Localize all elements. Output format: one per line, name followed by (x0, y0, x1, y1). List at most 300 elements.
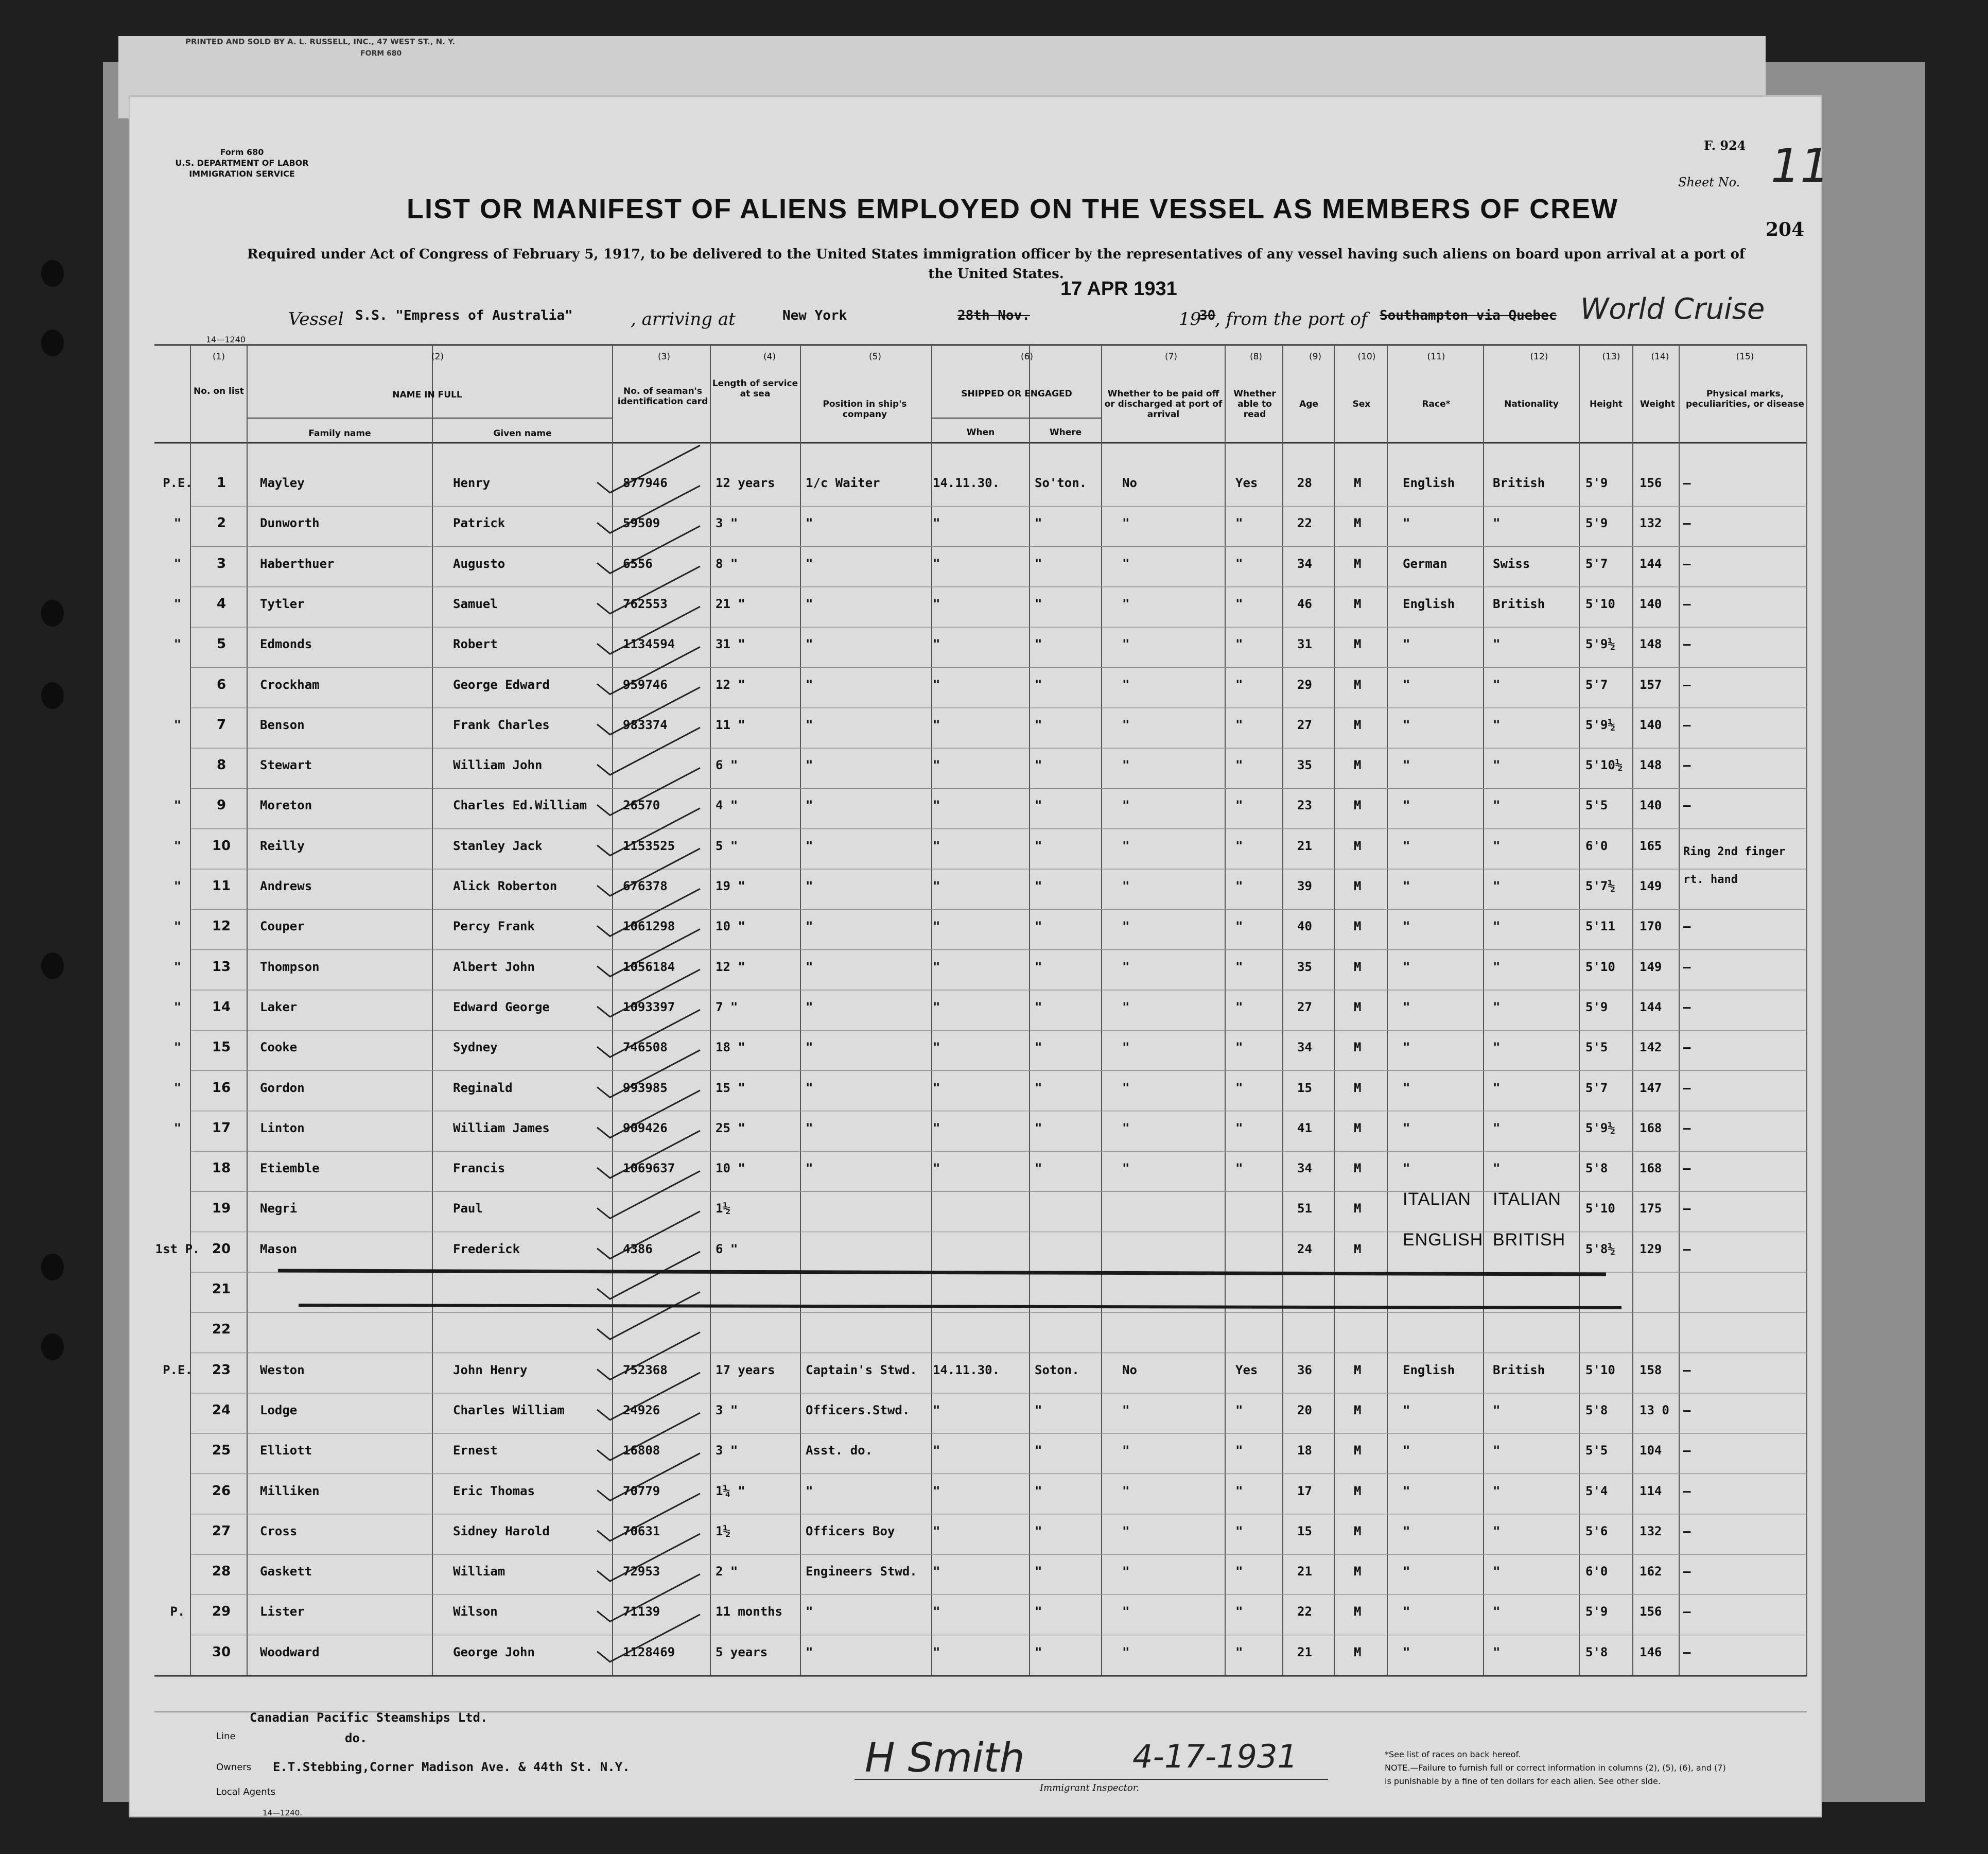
height: 5'9 (1585, 999, 1608, 1014)
family-name: Weston (260, 1362, 305, 1377)
col-header-no: No. on list (194, 386, 244, 396)
sex: M (1354, 1201, 1362, 1216)
race: ITALIAN (1403, 1189, 1471, 1209)
service: IMMIGRATION SERVICE (189, 169, 295, 179)
ship-position: Asst. do. (806, 1443, 873, 1458)
cancel-line-22 (299, 1305, 1621, 1308)
able-to-read: " (1235, 1483, 1243, 1498)
column-number: (15) (1736, 352, 1754, 362)
id-card-number: 909426 (623, 1120, 668, 1135)
row-number: 3 (216, 556, 226, 571)
age: 35 (1297, 758, 1312, 773)
paid-off: " (1122, 1523, 1130, 1538)
ship-position: " (806, 758, 813, 773)
service-length: 6 " (716, 1241, 738, 1256)
given-name: William James (453, 1120, 550, 1135)
row-number: 28 (212, 1564, 231, 1580)
weight: 162 (1640, 1564, 1662, 1579)
id-card-number: 72953 (623, 1564, 660, 1579)
weight: 114 (1640, 1483, 1662, 1498)
weight: 170 (1640, 919, 1662, 934)
weight: 132 (1640, 1523, 1662, 1538)
ship-position: " (806, 879, 813, 893)
given-name: Albert John (453, 959, 535, 974)
row-prefix: " (173, 919, 182, 934)
col-header-shipped: SHIPPED OR ENGAGED (961, 389, 1072, 399)
physical-marks: — (1683, 516, 1691, 531)
sex: M (1354, 999, 1362, 1014)
inspector-signature: H Smith (865, 1735, 1025, 1781)
weight: 132 (1640, 516, 1662, 531)
service-length: 11 " (716, 717, 745, 732)
race: " (1403, 758, 1410, 773)
engaged-where: " (1035, 999, 1042, 1014)
height: 5'8 (1585, 1644, 1608, 1659)
given-name: Paul (453, 1201, 483, 1216)
given-name: William (453, 1564, 505, 1579)
service-length: 1¼ " (716, 1483, 745, 1498)
column-number: (12) (1530, 352, 1548, 362)
nationality: " (1493, 516, 1501, 531)
id-card-number: 1134594 (623, 637, 675, 652)
age: 27 (1297, 717, 1312, 732)
service-length: 6 " (716, 758, 738, 773)
nationality: British (1493, 476, 1545, 490)
row-number: 22 (212, 1322, 231, 1338)
weight: 175 (1640, 1201, 1662, 1216)
able-to-read: " (1235, 717, 1243, 732)
id-card-number: 993985 (623, 1080, 668, 1095)
family-name: Dunworth (260, 516, 320, 531)
height: 5'10 (1585, 1362, 1615, 1377)
height: 5'9 (1585, 476, 1608, 490)
race: " (1403, 959, 1410, 974)
engaged-when: " (933, 1120, 940, 1135)
engaged-where: " (1035, 1402, 1042, 1417)
id-card-number: 959746 (623, 677, 668, 692)
received-stamp: 17 APR 1931 (1060, 278, 1177, 300)
height: 5'10½ (1585, 758, 1623, 773)
height: 5'10 (1585, 959, 1615, 974)
given-name: Robert (453, 637, 498, 652)
paid-off: " (1122, 758, 1130, 773)
sex: M (1354, 919, 1362, 934)
able-to-read: " (1235, 516, 1243, 531)
able-to-read: " (1235, 798, 1243, 813)
height: 5'9 (1585, 516, 1608, 531)
sex: M (1354, 516, 1362, 531)
physical-marks: — (1683, 1201, 1691, 1216)
family-name: Cross (260, 1523, 298, 1538)
printer-line: PRINTED AND SOLD BY A. L. RUSSELL, INC., 47 WEST ST., N. Y. (185, 37, 456, 46)
paid-off: " (1122, 919, 1130, 934)
race: " (1403, 1523, 1410, 1538)
age: 28 (1297, 476, 1312, 490)
age: 31 (1297, 637, 1312, 652)
physical-marks: — (1683, 717, 1691, 732)
col-header-card: No. of seaman's identification card (617, 386, 708, 407)
owners-value: do. (345, 1731, 368, 1745)
able-to-read: " (1235, 1644, 1243, 1659)
able-to-read: " (1235, 1080, 1243, 1095)
weight: 149 (1640, 959, 1662, 974)
nationality: " (1493, 1644, 1501, 1659)
printer-form: FORM 680 (360, 49, 402, 58)
engaged-when: " (933, 919, 940, 934)
given-name: Frederick (453, 1241, 520, 1256)
family-name: Gaskett (260, 1564, 312, 1579)
race: " (1403, 999, 1410, 1014)
height: 6'0 (1585, 838, 1608, 853)
id-card-number: 983374 (623, 717, 668, 732)
physical-marks: — (1683, 1523, 1691, 1538)
physical-marks: — (1683, 677, 1691, 692)
weight: 148 (1640, 637, 1662, 652)
ship-position: " (806, 677, 813, 692)
engaged-when: 14.11.30. (933, 1362, 1000, 1377)
physical-marks: rt. hand (1683, 873, 1738, 886)
weight: 149 (1640, 879, 1662, 893)
col-header-position: Position in ship's company (823, 399, 907, 420)
service-length: 3 " (716, 1402, 738, 1417)
paid-off: No (1122, 476, 1137, 490)
given-name: Wilson (453, 1604, 498, 1619)
able-to-read: " (1235, 596, 1243, 611)
paid-off: " (1122, 1604, 1130, 1619)
paid-off: " (1122, 516, 1130, 531)
weight: 13 0 (1640, 1402, 1669, 1417)
able-to-read: " (1235, 556, 1243, 571)
height: 5'7 (1585, 677, 1608, 692)
column-number: (4) (763, 352, 776, 362)
age: 22 (1297, 1604, 1312, 1619)
row-number: 25 (212, 1443, 231, 1459)
nationality: BRITISH (1493, 1229, 1566, 1250)
able-to-read: " (1235, 1161, 1243, 1176)
able-to-read: " (1235, 677, 1243, 692)
arrival-port: New York (782, 308, 847, 323)
ship-position: " (806, 1644, 813, 1659)
physical-marks: — (1683, 1483, 1691, 1498)
row-number: 11 (212, 878, 231, 894)
sex: M (1354, 476, 1362, 490)
row-number: 8 (216, 757, 226, 773)
column-number: (1) (212, 352, 225, 362)
engaged-where: " (1035, 677, 1042, 692)
age: 24 (1297, 1241, 1312, 1256)
engaged-when: " (933, 879, 940, 893)
row-prefix: " (173, 1040, 182, 1055)
line-label: Line (216, 1731, 236, 1742)
physical-marks: Ring 2nd finger (1683, 845, 1786, 858)
requirement-text: Required under Act of Congress of February 5, 1917, to be delivered to the United States immigration officer by the representatives of any vessel having such aliens on board upon arrival at a port of the United States. (247, 247, 1745, 282)
family-name: Tytler (260, 596, 305, 611)
service-length: 5 years (716, 1644, 768, 1659)
sex: M (1354, 1644, 1362, 1659)
paid-off: " (1122, 1040, 1130, 1055)
age: 36 (1297, 1362, 1312, 1377)
engaged-when: " (933, 1604, 940, 1619)
service-length: 10 " (716, 919, 745, 934)
given-name: Charles Ed.William (453, 798, 587, 813)
engaged-where: " (1035, 838, 1042, 853)
row-number: 2 (216, 515, 226, 531)
engaged-when: " (933, 677, 940, 692)
age: 15 (1297, 1523, 1312, 1538)
nationality: " (1493, 919, 1501, 934)
paid-off: " (1122, 556, 1130, 571)
service-length: 3 " (716, 516, 738, 531)
form-code-left: 14—1240 (206, 335, 246, 344)
given-name: Charles William (453, 1402, 565, 1417)
engaged-where: So'ton. (1035, 476, 1087, 490)
service-length: 8 " (716, 556, 738, 571)
row-number: 21 (212, 1281, 231, 1297)
able-to-read: " (1235, 1523, 1243, 1538)
height: 5'9½ (1585, 717, 1615, 732)
sheet-label: Sheet No. (1678, 175, 1740, 189)
age: 21 (1297, 1644, 1312, 1659)
able-to-read: " (1235, 1402, 1243, 1417)
row-number: 26 (212, 1483, 231, 1499)
race: " (1403, 1161, 1410, 1176)
engaged-where: " (1035, 596, 1042, 611)
col-header-where: Where (1049, 427, 1082, 438)
row-prefix: P.E. (163, 1362, 193, 1377)
col-header-length: Length of service at sea (712, 378, 798, 399)
able-to-read: " (1235, 838, 1243, 853)
sex: M (1354, 959, 1362, 974)
ship-position: " (806, 717, 813, 732)
row-prefix: " (173, 1080, 182, 1095)
weight: 146 (1640, 1644, 1662, 1659)
engaged-where: " (1035, 758, 1042, 773)
service-length: 25 " (716, 1120, 745, 1135)
family-name: Negri (260, 1201, 298, 1216)
height: 5'8 (1585, 1161, 1608, 1176)
ship-position: " (806, 556, 813, 571)
engaged-where: " (1035, 1564, 1042, 1579)
footnote-races: *See list of races on back hereof. (1385, 1749, 1521, 1759)
family-name: Mayley (260, 476, 305, 490)
ship-position: 1/c Waiter (806, 476, 880, 490)
engaged-when: " (933, 1402, 940, 1417)
sex: M (1354, 1604, 1362, 1619)
race: " (1403, 677, 1410, 692)
nationality: " (1493, 1161, 1501, 1176)
weight: 156 (1640, 476, 1662, 490)
weight: 147 (1640, 1080, 1662, 1095)
sex: M (1354, 1564, 1362, 1579)
family-name: Elliott (260, 1443, 312, 1458)
height: 5'9 (1585, 1604, 1608, 1619)
engaged-when: 14.11.30. (933, 476, 1000, 490)
col-header-when: When (966, 427, 995, 438)
weight: 144 (1640, 999, 1662, 1014)
sheet-number: 11 (1771, 139, 1830, 193)
service-length: 12 " (716, 677, 745, 692)
departure-port-struck: Southampton via Quebec (1380, 308, 1557, 323)
owners-label: Owners (216, 1762, 252, 1773)
ship-position: " (806, 919, 813, 934)
weight: 104 (1640, 1443, 1662, 1458)
able-to-read: " (1235, 1443, 1243, 1458)
age: 41 (1297, 1120, 1312, 1135)
physical-marks: — (1683, 798, 1691, 813)
nationality: " (1493, 677, 1501, 692)
sex: M (1354, 556, 1362, 571)
physical-marks: — (1683, 596, 1691, 611)
age: 46 (1297, 596, 1312, 611)
able-to-read: " (1235, 1120, 1243, 1135)
family-name: Edmonds (260, 637, 312, 652)
id-card-number: 16808 (623, 1443, 660, 1458)
ship-position: " (806, 1120, 813, 1135)
ship-position: " (806, 1040, 813, 1055)
col-header-race: Race* (1422, 399, 1451, 409)
height: 5'5 (1585, 1040, 1608, 1055)
paid-off: " (1122, 798, 1130, 813)
nationality: " (1493, 1080, 1501, 1095)
nationality: British (1493, 596, 1545, 611)
height: 5'5 (1585, 798, 1608, 813)
age: 35 (1297, 959, 1312, 974)
engaged-where: " (1035, 1080, 1042, 1095)
family-name: Gordon (260, 1080, 305, 1095)
height: 5'8½ (1585, 1241, 1615, 1256)
service-length: 1½ (716, 1523, 730, 1538)
physical-marks: — (1683, 758, 1691, 773)
id-card-number: 1056184 (623, 959, 675, 974)
col-header-family: Family name (308, 428, 371, 439)
engaged-when: " (933, 1483, 940, 1498)
given-name: Reginald (453, 1080, 513, 1095)
service-length: 10 " (716, 1161, 745, 1176)
given-name: Sydney (453, 1040, 498, 1055)
sex: M (1354, 1362, 1362, 1377)
engaged-where: " (1035, 1161, 1042, 1176)
year-struck: 30 (1199, 308, 1216, 323)
service-length: 12 years (716, 476, 775, 490)
race: " (1403, 879, 1410, 893)
family-name: Laker (260, 999, 298, 1014)
page-title: LIST OR MANIFEST OF ALIENS EMPLOYED ON THE VESSEL AS MEMBERS OF CREW (407, 194, 1619, 224)
agents-value: E.T.Stebbing,Corner Madison Ave. & 44th St. N.Y. (273, 1760, 630, 1774)
row-number: 1 (216, 475, 226, 491)
engaged-when: " (933, 596, 940, 611)
age: 39 (1297, 879, 1312, 893)
engaged-when: " (933, 838, 940, 853)
row-number: 5 (216, 636, 226, 652)
given-name: Percy Frank (453, 919, 535, 934)
able-to-read: Yes (1235, 1362, 1258, 1377)
column-number: (2) (431, 352, 444, 362)
paid-off: " (1122, 717, 1130, 732)
engaged-where: " (1035, 1483, 1042, 1498)
paid-off: " (1122, 1402, 1130, 1417)
arrival-date-struck: 28th Nov. (957, 308, 1030, 323)
height: 5'9½ (1585, 637, 1615, 652)
engaged-when: " (933, 1523, 940, 1538)
able-to-read: " (1235, 637, 1243, 652)
weight: 157 (1640, 677, 1662, 692)
family-name: Crockham (260, 677, 320, 692)
paid-off: " (1122, 1080, 1130, 1095)
engaged-when: " (933, 516, 940, 531)
nationality: " (1493, 1040, 1501, 1055)
col-header-weight: Weight (1640, 399, 1675, 409)
ship-position: " (806, 1604, 813, 1619)
height: 5'7½ (1585, 879, 1615, 893)
row-number: 17 (212, 1120, 231, 1136)
weight: 156 (1640, 1604, 1662, 1619)
paid-off: " (1122, 596, 1130, 611)
weight: 142 (1640, 1040, 1662, 1055)
col-header-age: Age (1299, 399, 1318, 409)
row-number: 29 (212, 1604, 231, 1620)
row-number: 4 (216, 596, 226, 612)
paid-off: " (1122, 838, 1130, 853)
able-to-read: " (1235, 959, 1243, 974)
row-number: 14 (212, 999, 231, 1015)
row-number: 30 (212, 1644, 231, 1660)
race: " (1403, 717, 1410, 732)
sex: M (1354, 1483, 1362, 1498)
column-number: (5) (868, 352, 882, 362)
height: 5'9½ (1585, 1120, 1615, 1135)
family-name: Linton (260, 1120, 305, 1135)
id-card-number: 24926 (623, 1402, 660, 1417)
ship-position: " (806, 596, 813, 611)
service-length: 18 " (716, 1040, 745, 1055)
engaged-when: " (933, 1443, 940, 1458)
race: English (1403, 596, 1455, 611)
engaged-when: " (933, 1080, 940, 1095)
row-prefix: " (173, 596, 182, 611)
given-name: Frank Charles (453, 717, 550, 732)
age: 34 (1297, 556, 1312, 571)
physical-marks: — (1683, 1564, 1691, 1579)
physical-marks: — (1683, 1080, 1691, 1095)
family-name: Stewart (260, 758, 312, 773)
engaged-where: " (1035, 798, 1042, 813)
row-number: 20 (212, 1241, 231, 1257)
able-to-read: " (1235, 879, 1243, 893)
family-name: Thompson (260, 959, 320, 974)
sex: M (1354, 1402, 1362, 1417)
engaged-where: " (1035, 959, 1042, 974)
physical-marks: — (1683, 1604, 1691, 1619)
row-number: 18 (212, 1160, 231, 1176)
given-name: Patrick (453, 516, 505, 531)
race: " (1403, 838, 1410, 853)
row-number: 23 (212, 1362, 231, 1378)
weight: 140 (1640, 798, 1662, 813)
family-name: Moreton (260, 798, 312, 813)
race: German (1403, 556, 1448, 571)
ship-position: " (806, 1161, 813, 1176)
sex: M (1354, 637, 1362, 652)
ship-position: Engineers Stwd. (806, 1564, 917, 1579)
engaged-when: " (933, 556, 940, 571)
paid-off: " (1122, 1483, 1130, 1498)
race: " (1403, 1604, 1410, 1619)
port-label: , from the port of (1215, 309, 1368, 330)
row-number: 27 (212, 1523, 231, 1539)
paid-off: " (1122, 959, 1130, 974)
row-number: 13 (212, 959, 231, 975)
engaged-where: " (1035, 637, 1042, 652)
